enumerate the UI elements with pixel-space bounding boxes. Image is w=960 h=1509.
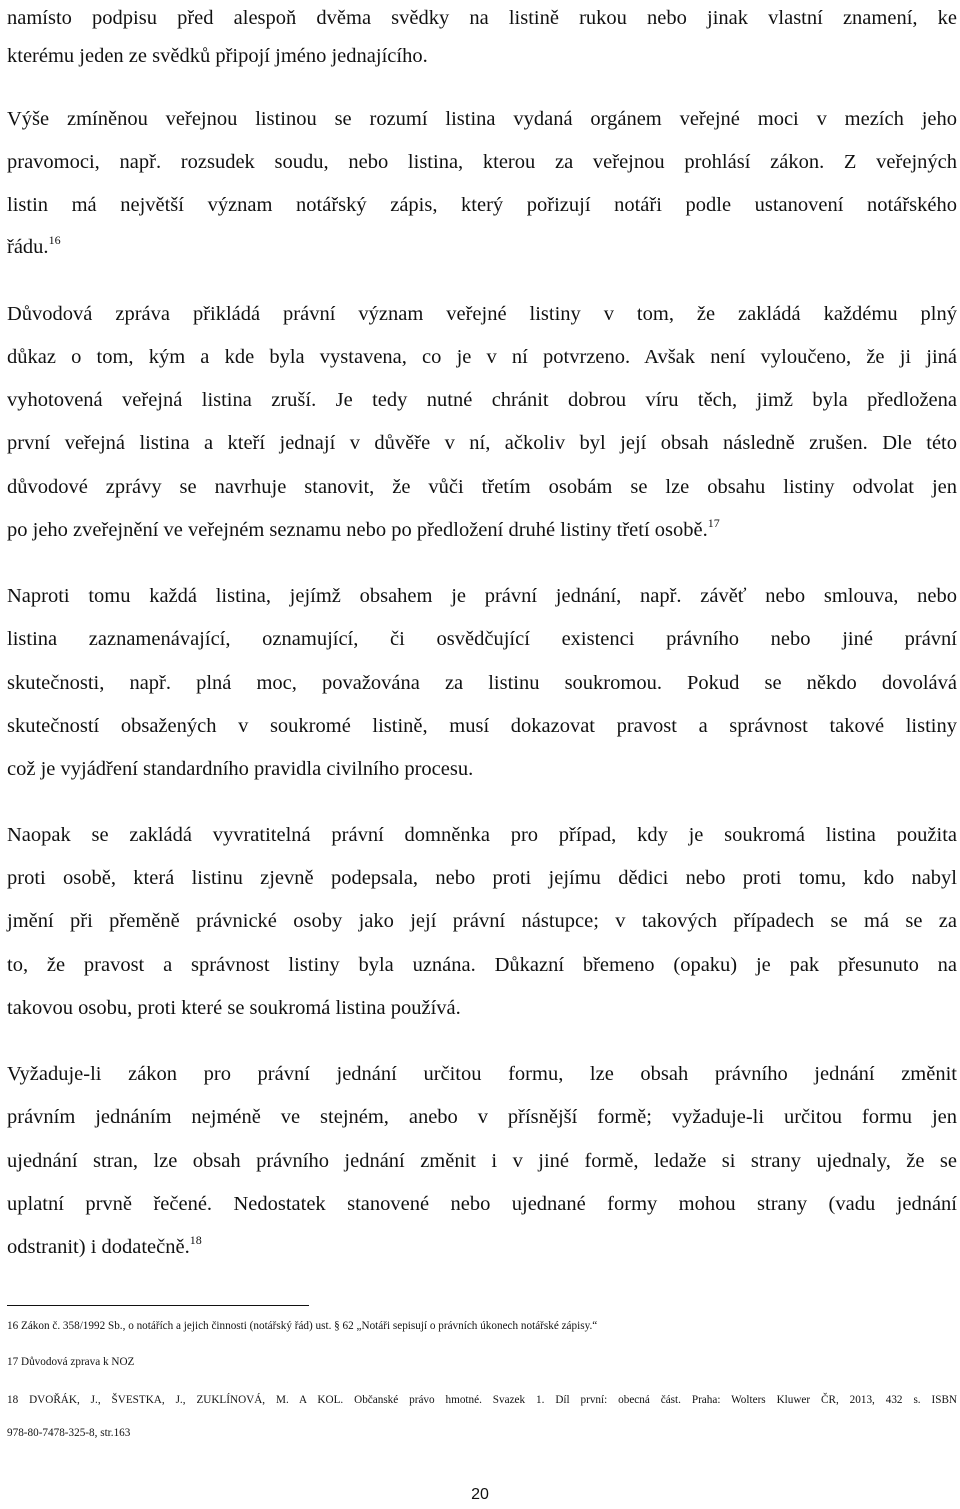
footnote-ref-16: 16: [48, 233, 61, 247]
text-line-with-ref: [7, 1233, 957, 1261]
text-line: vyhotovená veřejná listina zruší. Je tedy nutné chránit dobrou víru těch, jimž byla předložena: [7, 389, 957, 411]
text-line: kterému jeden ze svědků připojí jméno jednajícího.: [7, 45, 428, 67]
text-line: důvodové zprávy se navrhuje stanovit, že vůči třetím osobám se lze obsahu listiny odvolat jen: [7, 476, 957, 498]
footnote-16: 16 Zákon č. 358/1992 Sb., o notářích a jejich činnosti (notářský řád) ust. § 62 „Notáři sepisují o právních úkonech notářské zápisy.“: [7, 1320, 598, 1332]
text-line: skutečnosti, např. plná moc, považována za listinu soukromou. Pokud se někdo dovolává: [7, 672, 957, 694]
footnote-17: 17 Důvodová zprava k NOZ: [7, 1356, 135, 1368]
text-line: Naopak se zakládá vyvratitelná právní domněnka pro případ, kdy je soukromá listina použita: [7, 824, 957, 846]
text-line: po jeho zveřejnění ve veřejném seznamu nebo po předložení druhé listiny třetí osobě.: [7, 519, 708, 541]
text-line: ujednání stran, lze obsah právního jednání změnit i v jiné formě, ledaže si strany ujednaly, že se: [7, 1150, 957, 1172]
page-number: 20: [471, 1486, 489, 1503]
text-line: první veřejná listina a kteří jednají v důvěře v ní, ačkoliv byl její obsah následně zrušen. Dle této: [7, 432, 957, 454]
text-line: listina zaznamenávající, oznamující, či osvědčující existenci právního nebo jiné právní: [7, 628, 957, 650]
text-line: pravomoci, např. rozsudek soudu, nebo listina, kterou za veřejnou prohlásí zákon. Z veřejných: [7, 151, 957, 173]
footnote-18-continued: 978-80-7478-325-8, str.163: [7, 1427, 131, 1439]
text-line: skutečností obsažených v soukromé listině, musí dokazovat pravost a správnost takové listiny: [7, 715, 957, 737]
footnote-18: 18 DVOŘÁK, J., ŠVESTKA, J., ZUKLÍNOVÁ, M. A KOL. Občanské právo hmotné. Svazek 1. Díl první: obecná část. Praha: Wolters Kluwer ČR, 2013, 432 s. ISBN: [7, 1394, 957, 1406]
text-line-with-ref: [7, 516, 957, 544]
text-line: důkaz o tom, kým a kde byla vystavena, co je v ní potvrzeno. Avšak není vyloučeno, že ji jiná: [7, 346, 957, 368]
text-line: to, že pravost a správnost listiny byla uznána. Důkazní břemeno (opaku) je pak přesunuto na: [7, 954, 957, 976]
text-line: Vyžaduje-li zákon pro právní jednání určitou formu, lze obsah právního jednání změnit: [7, 1063, 957, 1085]
text-line: odstranit) i dodatečně.: [7, 1236, 190, 1258]
text-line: což je vyjádření standardního pravidla civilního procesu.: [7, 758, 474, 780]
footnote-separator: [7, 1305, 309, 1306]
text-line: jmění při přeměně právnické osoby jako její právní nástupce; v takových případech se má se za: [7, 910, 957, 932]
text-line: Výše zmíněnou veřejnou listinou se rozumí listina vydaná orgánem veřejné moci v mezích jeho: [7, 108, 957, 130]
footnote-ref-17: 17: [707, 516, 720, 530]
footnote-ref-18: 18: [189, 1233, 202, 1247]
text-line: uplatní prvně řečené. Nedostatek stanovené nebo ujednané formy mohou strany (vadu jednání: [7, 1193, 957, 1215]
text-line: listin má největší význam notářský zápis, který pořizují notáři podle ustanovení notářského: [7, 194, 957, 216]
text-line: Naproti tomu každá listina, jejímž obsahem je právní jednání, např. závěť nebo smlouva, nebo: [7, 585, 957, 607]
text-line: namísto podpisu před alespoň dvěma svědky na listině rukou nebo jinak vlastní znamení, ke: [7, 7, 957, 29]
text-line-with-ref: [7, 233, 957, 261]
text-line: proti osobě, která listinu zjevně podepsala, nebo proti jejímu dědici nebo proti tomu, kdo nabyl: [7, 867, 957, 889]
text-line: řádu.: [7, 236, 49, 258]
text-line: právním jednáním nejméně ve stejném, anebo v přísnější formě; vyžaduje-li určitou formu jen: [7, 1106, 957, 1128]
text-line: Důvodová zpráva přikládá právní význam veřejné listiny v tom, že zakládá každému plný: [7, 303, 957, 325]
text-line: takovou osobu, proti které se soukromá listina používá.: [7, 997, 461, 1019]
